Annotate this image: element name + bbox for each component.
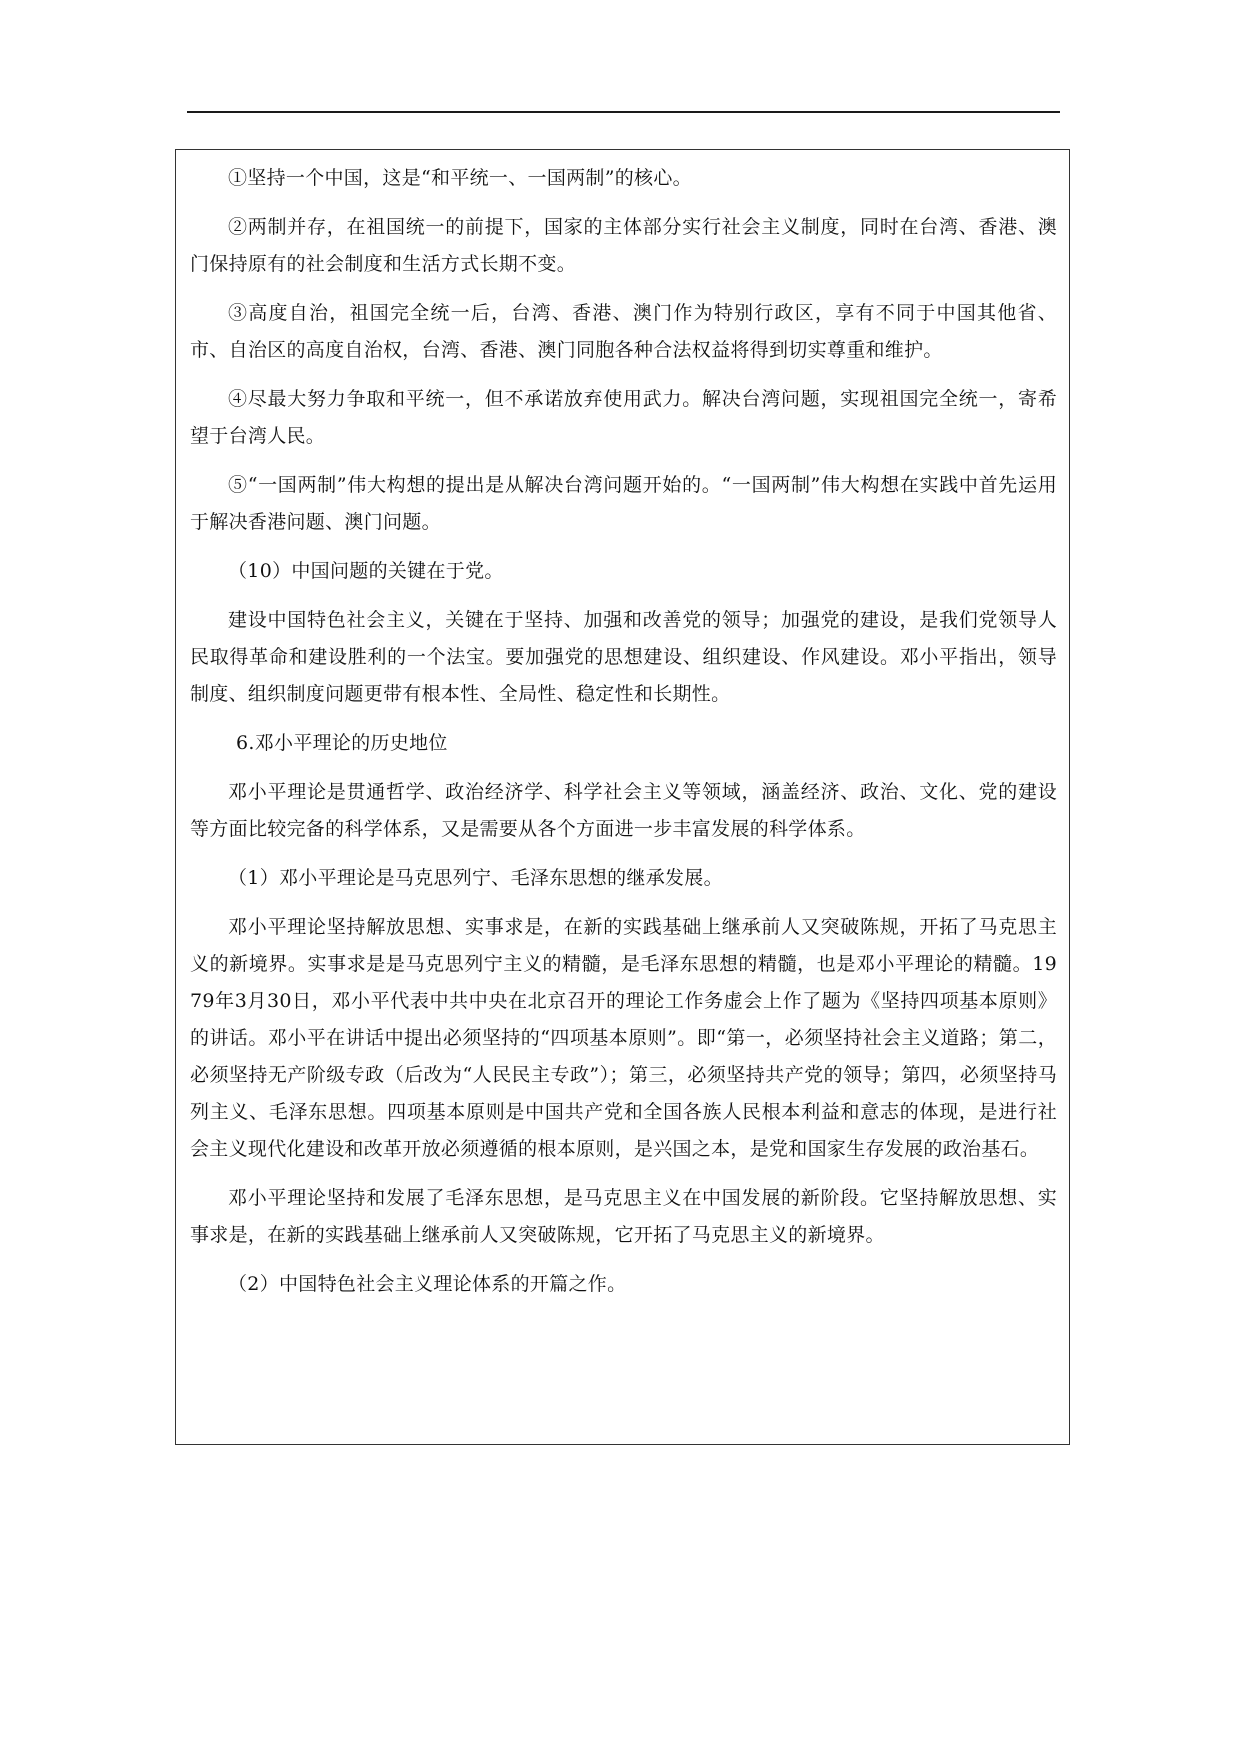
paragraph-two-systems: ②两制并存，在祖国统一的前提下，国家的主体部分实行社会主义制度，同时在台湾、香港、澳门保持原有的社会制度和生活方式长期不变。 [190,216,1057,275]
paragraph-four-principles: 邓小平理论坚持解放思想、实事求是，在新的实践基础上继承前人又突破陈规，开拓了马克思主义的新境界。实事求是是马克思列宁主义的精髓，是毛泽东思想的精髓，也是邓小平理论的精髓。1979年3月30日，邓小平代表中共中央在北京召开的理论工作务虚会上作了题为《坚持四项基本原则》的讲话。邓小平在讲话中提出必须坚持的“四项基本原则”。即“第一，必须坚持社会主义道路；第二，必须坚持无产阶级专政（后改为“人民民主专政”）；第三，必须坚持共产党的领导；第四，必须坚持马列主义、毛泽东思想。四项基本原则是中国共产党和全国各族人民根本利益和意志的体现，是进行社会主义现代化建设和改革开放必须遵循的根本原则，是兴国之本，是党和国家生存发展的政治基石。 [190,916,1057,1160]
paragraph-theory-system: 邓小平理论是贯通哲学、政治经济学、科学社会主义等领域，涵盖经济、政治、文化、党的建设等方面比较完备的科学体系，又是需要从各个方面进一步丰富发展的科学体系。 [190,781,1057,840]
content-frame [175,149,1070,1445]
section-heading-historical-status: 6.邓小平理论的历史地位 [236,732,448,754]
paragraph-peaceful-reunification: ④尽最大努力争取和平统一，但不承诺放弃使用武力。解决台湾问题，实现祖国完全统一，寄希望于台湾人民。 [190,388,1057,447]
subheading-opening-work: （2）中国特色社会主义理论体系的开篇之作。 [228,1273,627,1295]
paragraph-high-autonomy: ③高度自治，祖国完全统一后，台湾、香港、澳门作为特别行政区，享有不同于中国其他省、市、自治区的高度自治权，台湾、香港、澳门同胞各种合法权益将得到切实尊重和维护。 [190,302,1057,361]
paragraph-one-country-two-systems-origin: ⑤“一国两制”伟大构想的提出是从解决台湾问题开始的。“一国两制”伟大构想在实践中首先运用于解决香港问题、澳门问题。 [190,474,1057,533]
header-rule [187,111,1060,113]
paragraph-new-stage: 邓小平理论坚持和发展了毛泽东思想，是马克思主义在中国发展的新阶段。它坚持解放思想、实事求是，在新的实践基础上继承前人又突破陈规，它开拓了马克思主义的新境界。 [190,1187,1057,1246]
paragraph-one-china: ①坚持一个中国，这是“和平统一、一国两制”的核心。 [228,167,692,189]
subheading-party-key: （10）中国问题的关键在于党。 [228,560,504,582]
subheading-inheritance: （1）邓小平理论是马克思列宁、毛泽东思想的继承发展。 [228,867,723,889]
paragraph-party-leadership: 建设中国特色社会主义，关键在于坚持、加强和改善党的领导；加强党的建设，是我们党领导人民取得革命和建设胜利的一个法宝。要加强党的思想建设、组织建设、作风建设。邓小平指出，领导制度、组织制度问题更带有根本性、全局性、稳定性和长期性。 [190,609,1057,705]
